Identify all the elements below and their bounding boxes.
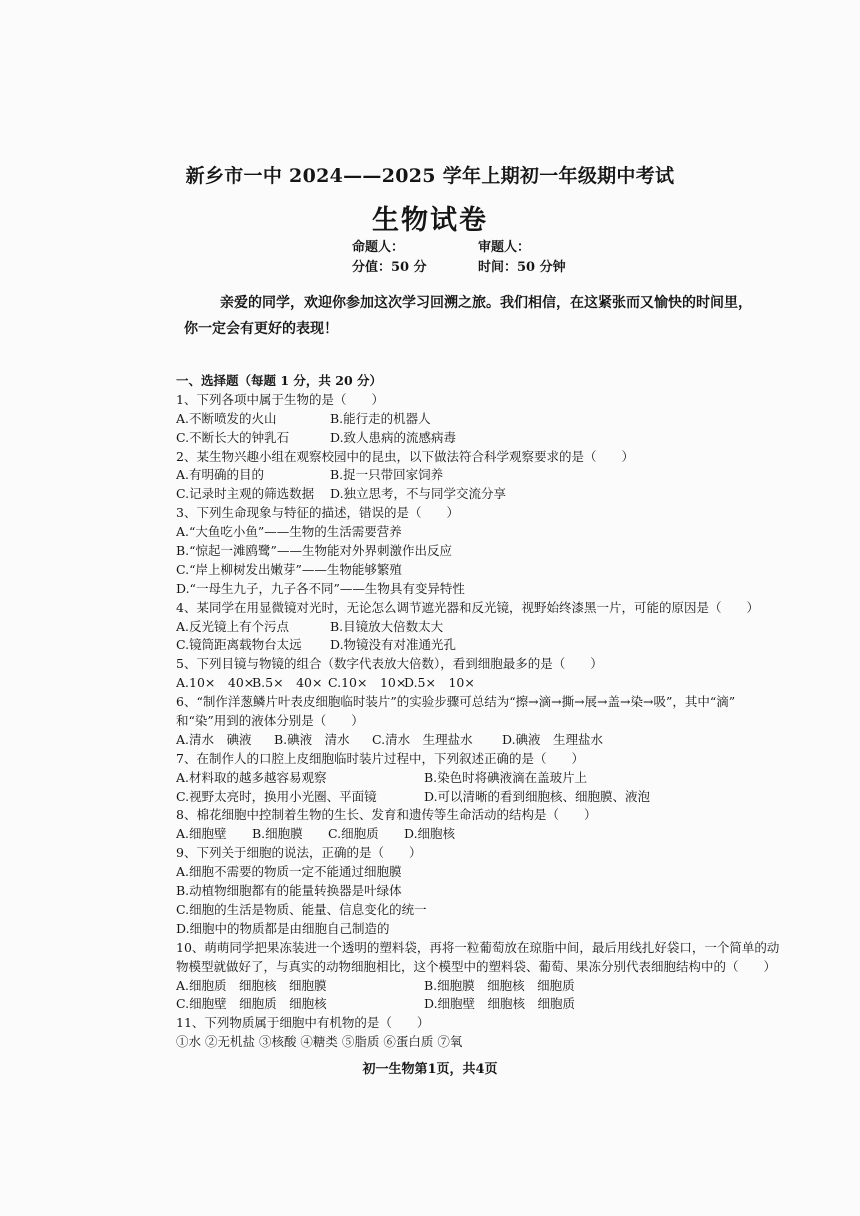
score-label: 分值：50 分 (352, 260, 427, 275)
page-footer: 初一生物第1页，共4页 (362, 1062, 498, 1077)
option: C.不断长大的钟乳石 (176, 429, 290, 445)
subject-title: 生物试卷 (372, 205, 488, 236)
option: D.物镜没有对准通光孔 (330, 637, 457, 653)
question-stem: 8、棉花细胞中控制着生物的生长、发育和遗传等生命活动的结构是（ ） (176, 807, 597, 823)
option-row (176, 485, 786, 504)
option: C.视野太亮时，换用小光圈、平面镜 (176, 788, 377, 804)
option: C.10× 10× (328, 675, 407, 691)
question-stem: 和“染”用到的液体分别是（ ） (176, 713, 364, 729)
option: D.5× 10× (404, 675, 475, 691)
option: A.10× 40× (176, 675, 255, 691)
option: C.“岸上柳树发出嫩芽”——生物能够繁殖 (176, 561, 402, 577)
option: B.目镜放大倍数太大 (330, 618, 444, 634)
option: A.反光镜上有个污点 (176, 618, 290, 634)
option: B.染色时将碘液滴在盖玻片上 (424, 769, 588, 785)
option-row (176, 825, 786, 844)
option: A.材料取的越多越容易观察 (176, 769, 327, 785)
option: A.细胞不需要的物质一定不能通过细胞膜 (176, 864, 402, 880)
option: A.有明确的目的 (176, 467, 265, 483)
option-row (176, 636, 786, 655)
option: C.细胞壁 细胞质 细胞核 (176, 996, 327, 1012)
option: B.5× 40× (252, 675, 323, 691)
option: A.“大鱼吃小鱼”——生物的生活需要营养 (176, 524, 402, 540)
question-stem: 3、下列生命现象与特征的描述，错误的是（ ） (176, 505, 459, 521)
time-label: 时间：50 分钟 (478, 260, 566, 275)
intro-line: 你一定会有更好的表现！ (184, 321, 338, 337)
option: D.细胞壁 细胞核 细胞质 (424, 996, 576, 1012)
question-list (176, 372, 786, 1052)
option: B.“惊起一滩鸥鹭”——生物能对外界刺激作出反应 (176, 543, 452, 559)
option: C.记录时主观的筛选数据 (176, 486, 315, 502)
exam-title: 新乡市一中 2024——2025 学年上期初一年级期中考试 (185, 165, 675, 187)
question-stem: 7、在制作人的口腔上皮细胞临时装片过程中，下列叙述正确的是（ ） (176, 750, 584, 766)
option: B.能行走的机器人 (330, 410, 431, 426)
reviewer-label: 审题人： (478, 240, 531, 255)
option: B.细胞膜 细胞核 细胞质 (424, 977, 575, 993)
option: D.“一母生九子，九子各不同”——生物具有变异特性 (176, 580, 465, 596)
question-stem: 10、萌萌同学把果冻装进一个透明的塑料袋，再将一粒葡萄放在琼脂中间，最后用线扎好袋口，一个简单的动 (176, 939, 780, 955)
section-heading: 一、选择题（每题 1 分，共 20 分） (176, 373, 383, 388)
option: D.致人患病的流感病毒 (330, 429, 457, 445)
option: C.镜筒距离载物台太远 (176, 637, 302, 653)
question-stem: 4、某同学在用显微镜对光时，无论怎么调节遮光器和反光镜，视野始终漆黑一片，可能的原因是（ ） (176, 599, 759, 615)
option-row (176, 429, 786, 448)
question-stem: 11、下列物质属于细胞中有机物的是（ ） (176, 1015, 430, 1031)
question-stem: 2、某生物兴趣小组在观察校园中的昆虫，以下做法符合科学观察要求的是（ ） (176, 448, 634, 464)
option-row (176, 618, 786, 637)
option: B.动植物细胞都有的能量转换器是叶绿体 (176, 883, 402, 899)
option-row (176, 769, 786, 788)
option: B.细胞膜 (252, 826, 303, 842)
option: B.捉一只带回家饲养 (330, 467, 444, 483)
option: A.细胞质 细胞核 细胞膜 (176, 977, 327, 993)
option: C.细胞的生活是物质、能量、信息变化的统一 (176, 901, 427, 917)
option: A.不断喷发的火山 (176, 410, 277, 426)
option-row (176, 731, 786, 750)
option: C.细胞质 (328, 826, 379, 842)
option: A.细胞壁 (176, 826, 227, 842)
question-stem: 物模型就做好了，与真实的动物细胞相比，这个模型中的塑料袋、葡萄、果冻分别代表细胞结构中的（ ） (176, 958, 777, 974)
option: C.清水 生理盐水 (372, 731, 473, 747)
option-row (176, 466, 786, 485)
intro-line: 亲爱的同学，欢迎你参加这次学习回溯之旅。我们相信，在这紧张而又愉快的时间里， (220, 295, 752, 311)
option: B.碘液 清水 (274, 731, 350, 747)
option: D.独立思考，不与同学交流分享 (330, 486, 507, 502)
question-stem: 1、下列各项中属于生物的是（ ） (176, 391, 384, 407)
option-items: ①水 ②无机盐 ③核酸 ④糖类 ⑤脂质 ⑥蛋白质 ⑦氧 (176, 1034, 463, 1050)
option: D.碘液 生理盐水 (502, 731, 604, 747)
option-row (176, 995, 786, 1014)
option: D.细胞中的物质都是由细胞自己制造的 (176, 920, 390, 936)
question-stem: 9、下列关于细胞的说法，正确的是（ ） (176, 845, 422, 861)
option-row (176, 410, 786, 429)
author-label: 命题人： (352, 240, 405, 255)
option-row (176, 674, 786, 693)
question-stem: 5、下列目镜与物镜的组合（数字代表放大倍数），看到细胞最多的是（ ） (176, 656, 603, 672)
option: D.可以清晰的看到细胞核、细胞膜、液泡 (424, 788, 651, 804)
question-stem: 6、“制作洋葱鳞片叶表皮细胞临时装片”的实验步骤可总结为“擦→滴→撕→展→盖→染→吸”，其中“滴” (176, 694, 736, 710)
option-row (176, 788, 786, 807)
option-row (176, 977, 786, 996)
option: D.细胞核 (404, 826, 456, 842)
option: A.清水 碘液 (176, 731, 252, 747)
